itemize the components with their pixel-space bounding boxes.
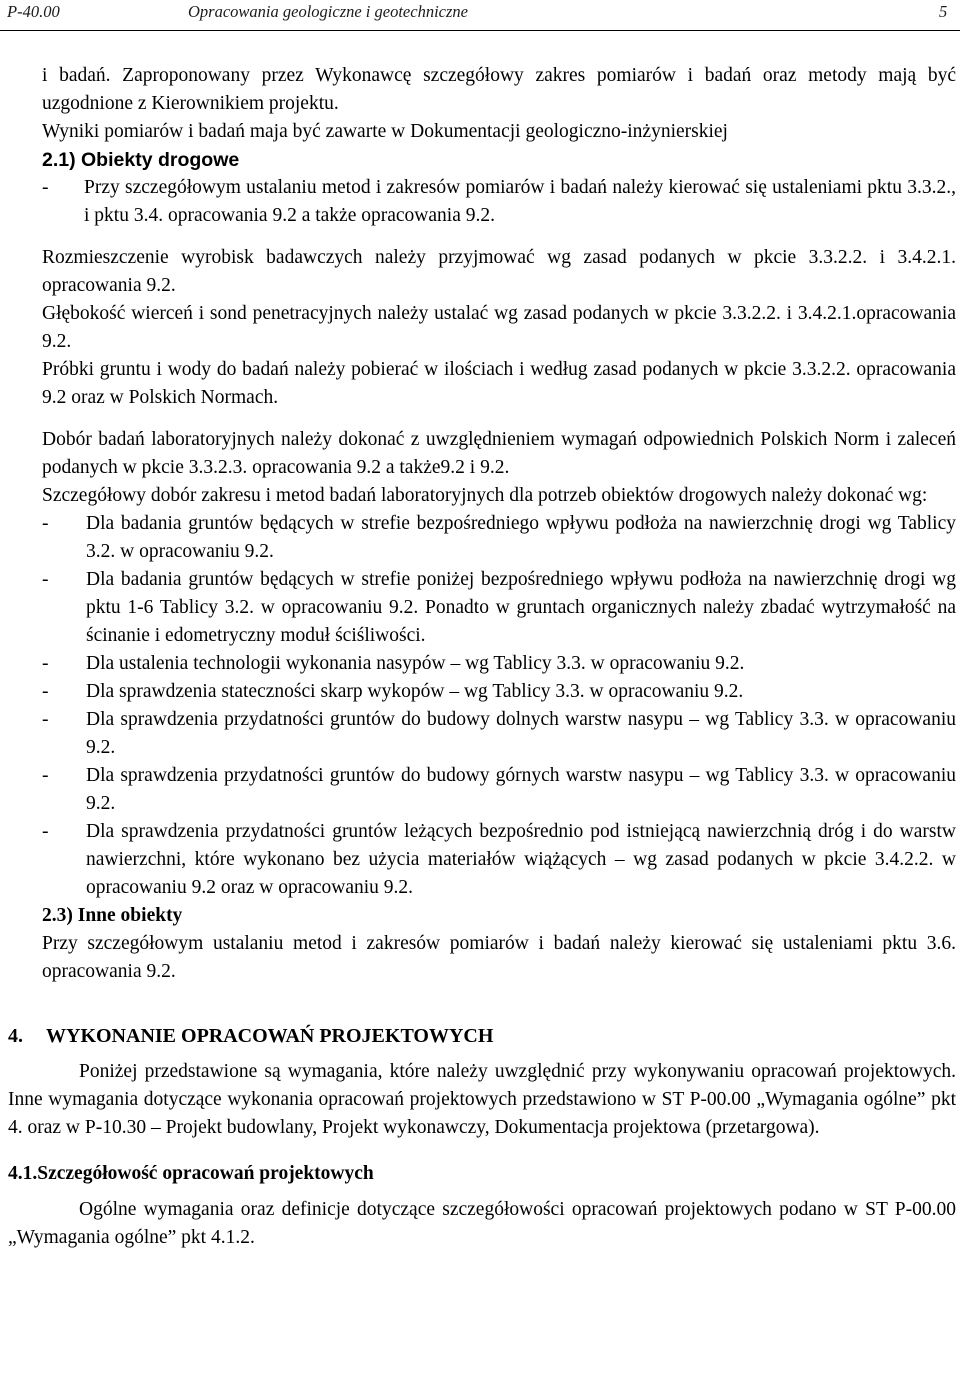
spacer [0,412,960,426]
header-rule [0,30,960,31]
spacer [0,1188,960,1196]
section-2-1-heading: 2.1) Obiekty drogowe [42,149,240,171]
document-body [0,62,960,1252]
bullet-dash: - [42,821,49,842]
section-4-paragraph [0,1058,960,1142]
bullet-dash: - [42,569,49,590]
bullet-text: Dla sprawdzenia przydatności gruntów do budowy górnych warstw nasypu – wg Tablicy 3.3. w opracowaniu 9.2. [86,765,956,814]
section-4-heading [0,1022,960,1050]
lab-test-bullet [0,818,960,902]
bullet-text: Dla sprawdzenia przydatności gruntów do budowy dolnych warstw nasypu – wg Tablicy 3.3. w opracowaniu 9.2. [86,709,956,758]
spacer [0,230,960,244]
spacer [0,1050,960,1058]
spacer [0,986,960,1022]
section-4-text: Poniżej przedstawione są wymagania, które należy uwzględnić przy wykonywaniu opracowań projektowych. Inne wymagania dotyczące wykonania opracowań projektowych przedstawiono w ST P-00.00 „Wymagania ogólne” pkt 4. oraz w P-10.30 – Projekt budowlany, Projekt wykonawczy, Dokumentacja projektowa (przetargowa). [8,1061,956,1138]
lab-test-bullet [0,650,960,678]
bullet-text: Dla sprawdzenia przydatności gruntów leżących bezpośrednio pod istniejącą nawierzchnią dróg i do warstw nawierzchni, które wykonano bez użycia materiałów wiążących – wg zasad podanych w pkcie 3.4.2.2. w opracowaniu 9.2 oraz w opracowaniu 9.2. [86,821,956,898]
bullet-dash: - [42,177,49,198]
section-2-3-paragraph: Przy szczegółowym ustalaniu metod i zakresów pomiarów i badań należy kierować się ustaleniami pktu 3.6. opracowania 9.2. [42,933,956,982]
bullet-text: Dla badania gruntów będących w strefie poniżej bezpośredniego wpływu podłoża na nawierzchnię drogi wg pktu 1-6 Tablicy 3.2. w opracowaniu 9.2. Ponadto w gruntach organicznych należy zbadać wytrzymałość na ścinanie i edometryczny moduł ściśliwości. [86,569,956,646]
bullet-dash: - [42,653,49,674]
section-2-3-heading: 2.3) Inne obiekty [42,905,183,926]
section-4-number: 4. [8,1025,23,1047]
bullet-dash: - [42,709,49,730]
page-header [0,0,960,28]
spacer [0,1142,960,1160]
section-2-1-bullet [0,174,960,230]
intro-paragraph-2: Wyniki pomiarów i badań maja być zawarte w Dokumentacji geologiczno-inżynierskiej [42,121,728,142]
lab-test-bullet [0,566,960,650]
section-2-2-paragraph-4: Dobór badań laboratoryjnych należy dokonać z uwzględnieniem wymagań odpowiednich Polskich Norm i zaleceń podanych w pkcie 3.3.2.3. opracowania 9.2 a także9.2 i 9.2. [42,429,956,478]
section-4-1-heading: 4.1.Szczegółowość opracowań projektowych [8,1163,374,1184]
intro-paragraph-1: i badań. Zaproponowany przez Wykonawcę szczegółowy zakres pomiarów i badań oraz metody mają być uzgodnione z Kierownikiem projektu. [42,65,956,114]
bullet-text: Dla badania gruntów będących w strefie bezpośredniego wpływu podłoża na nawierzchnię drogi wg Tablicy 3.2. w opracowaniu 9.2. [86,513,956,562]
section-2-2-paragraph-3: Próbki gruntu i wody do badań należy pobierać w ilościach i według zasad podanych w pkcie 3.3.2.2. opracowania 9.2 oraz w Polskich Normach. [42,359,956,408]
section-2-2-paragraph-1: Rozmieszczenie wyrobisk badawczych należy przyjmować wg zasad podanych w pkcie 3.3.2.2. i 3.4.2.1. opracowania 9.2. [42,247,956,296]
section-4-1-text: Ogólne wymagania oraz definicje dotyczące szczegółowości opracowań projektowych podano w ST P-00.00 „Wymagania ogólne” pkt 4.1.2. [8,1199,956,1248]
bullet-dash: - [42,765,49,786]
lab-test-bullet [0,510,960,566]
lab-test-bullet [0,678,960,706]
section-4-1-paragraph [0,1196,960,1252]
spec-code: P-40.00 [7,2,60,21]
section-4-title: WYKONANIE OPRACOWAŃ PROJEKTOWYCH [46,1025,494,1047]
lab-test-bullet [0,706,960,762]
lab-test-bullet [0,762,960,818]
header-title: Opracowania geologiczne i geotechniczne [188,2,468,21]
bullet-text: Przy szczegółowym ustalaniu metod i zakresów pomiarów i badań należy kierować się ustaleniami pktu 3.3.2., i pktu 3.4. opracowania 9.2 a także opracowania 9.2. [84,177,956,226]
section-2-2-paragraph-2: Głębokość wierceń i sond penetracyjnych należy ustalać wg zasad podanych w pkcie 3.3.2.2. i 3.4.2.1.opracowania 9.2. [42,303,956,352]
bullet-text: Dla sprawdzenia stateczności skarp wykopów – wg Tablicy 3.3. w opracowaniu 9.2. [86,681,744,702]
section-2-2-paragraph-5: Szczegółowy dobór zakresu i metod badań laboratoryjnych dla potrzeb obiektów drogowych należy dokonać wg: [42,485,928,506]
bullet-dash: - [42,681,49,702]
page-number: 5 [939,2,948,21]
bullet-text: Dla ustalenia technologii wykonania nasypów – wg Tablicy 3.3. w opracowaniu 9.2. [86,653,745,674]
bullet-dash: - [42,513,49,534]
